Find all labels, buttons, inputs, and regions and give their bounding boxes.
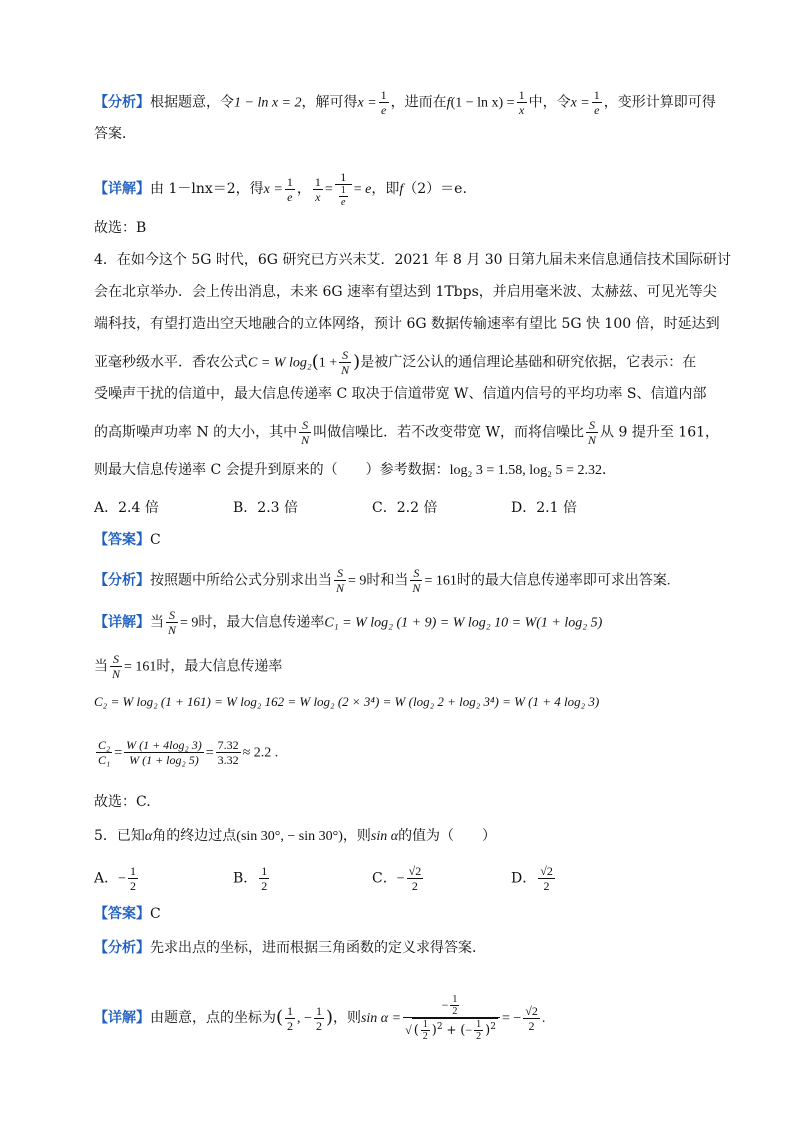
- detail-label-2: 【详解】: [94, 614, 150, 631]
- numerator-half: $\frac{1}{2}$: [452, 994, 458, 1017]
- q3-detail-text-1: 由 1－lnx＝2，得: [150, 181, 264, 197]
- q5-stem-2: 角的终边过点: [152, 828, 237, 844]
- x-eq-2: x =: [570, 95, 590, 111]
- q4-detail-line4: $\frac{\text{C₂}}{\text{C₁}}$ = $\frac{\text{W (1 + 4log₂ 3)}}{\text{W (1 + log₂ 5)}}$ = $\frac{7.32}{3.32}$ ≈ 2.2 .: [98, 738, 279, 767]
- q3-detail-text-2: ，: [296, 181, 311, 197]
- point-y-frac: $\frac{1}{2}$: [315, 1003, 322, 1033]
- fraction-ratio-value: $\frac{7.32}{3.32}$: [217, 738, 239, 767]
- analysis-label: 【分析】: [94, 94, 150, 111]
- point-x-frac: $\frac{1}{2}$: [287, 1003, 294, 1033]
- q3-detail-line: 【详解】由 1－lnx＝2，得x = $\frac{1}{e}$ ， $\frac{1}{x}$ = $\frac{1}{\frac{1}{e}}$ = e，即f（2）＝e.: [94, 170, 467, 208]
- q4-detail-2: = 9时，最大信息传递率: [180, 615, 325, 631]
- q3-analysis-text-1: 根据题意，令: [150, 94, 234, 111]
- q4-stem-6c: 从 9 提升至 161，: [600, 424, 720, 441]
- q4-answer-value: C: [150, 532, 161, 548]
- fraction-1-over-x: $\frac{1}{x}$: [518, 88, 525, 117]
- fraction-s-over-n-2: $\frac{S}{N}$: [301, 418, 310, 447]
- q4-stem-line7: 则最大信息传递率 C 会提升到原来的（ ）参考数据：log₂ 3 = 1.58, log₂ 5 = 2.32．: [94, 462, 616, 478]
- result-sqrt2-over-2: $\frac{√2}{2}$: [525, 1003, 538, 1033]
- q5-option-b: B． $\frac{1}{2}$: [233, 864, 268, 893]
- q5-stem-4: 的值为（ ）: [398, 828, 497, 844]
- q5-option-a: A．− $\frac{1}{2}$: [94, 864, 137, 893]
- q4-stem-line5: 受噪声干扰的信道中，最大信息传递率 C 取决于信道带宽 W、信道内信号的平均功率 S、信道内部: [94, 386, 707, 402]
- analysis-label-3: 【分析】: [94, 940, 150, 956]
- q5-analysis-text: 先求出点的坐标，进而根据三角函数的定义求得答案.: [150, 940, 477, 956]
- q4-stem-6a: 的高斯噪声功率 N 的大小，其中: [94, 424, 298, 441]
- q4-detail-4: 当: [94, 658, 108, 675]
- q3-analysis-text-3: ，进而在: [390, 94, 447, 111]
- q4-analysis: [94, 566, 670, 595]
- q4-option-d: D．2.1 倍: [511, 500, 577, 516]
- q3-choice: 故选：B: [94, 220, 147, 236]
- f-symbol-2: f: [399, 182, 404, 197]
- q5-answer-value: C: [150, 906, 161, 922]
- alpha-symbol: α: [144, 829, 153, 844]
- shannon-inner: 1 +: [318, 355, 338, 371]
- e-value: e: [365, 182, 372, 197]
- q4-detail-line2: [94, 652, 282, 681]
- q3-detail-text-4: （2）＝e.: [403, 181, 467, 197]
- q4-analysis-3: = 161时的最大信息传递率即可求出答案.: [424, 573, 671, 589]
- fraction-1-over-e: $\frac{1}{e}$: [380, 88, 387, 117]
- q4-stem-line6: [94, 418, 719, 447]
- c1-formula: C₁ = W log₂ (1 + 9) = W log₂ 10 = W(1 + log₂ 5): [324, 615, 603, 631]
- q4-choice: 故选：C.: [94, 794, 151, 810]
- den-half-2: $\frac{1}{2}$: [476, 1019, 482, 1042]
- fraction-1-over-e-3: $\frac{1}{e}$: [286, 174, 293, 204]
- fraction-1-over-x-2: $\frac{1}{x}$: [314, 174, 321, 204]
- q3-analysis-expr: 1 − ln x = 2: [234, 95, 302, 111]
- q4-option-a: A．2.4 倍: [94, 500, 159, 516]
- sin-alpha-fraction: − $\frac{1}{2}$ √ ( $\frac{1}{2}$ )$^2$ + (− $\frac{1}{2}$ )$^2$: [403, 994, 500, 1042]
- q4-detail-5: = 161时，最大信息传递率: [124, 659, 283, 675]
- q4-stem-line1: 4．在如今这个 5G 时代，6G 研究已方兴未艾．2021 年 8 月 30 日第九届未来信息通信技术国际研讨: [94, 252, 732, 268]
- answer-label-2: 【答案】: [94, 906, 150, 922]
- x-eq-3: x =: [263, 182, 283, 197]
- fraction-s-over-n-6: $\frac{S}{N}$: [168, 608, 177, 637]
- q4-stem-4a: 亚毫秒级水平．香农公式: [94, 354, 248, 371]
- q4-analysis-2: = 9时和当: [348, 573, 409, 589]
- q4-stem-line4: 亚毫秒级水平．香农公式C = W log₂(1 + $\frac{S}{N}$ )是被广泛公认的通信理论基础和研究依据，它表示：在: [94, 348, 697, 377]
- fraction-ratio-expr: $\frac{\text{W (1 + 4log₂ 3)}}{\text{W (1 + log₂ 5)}}$: [126, 738, 202, 767]
- fraction-1-over-e-2: $\frac{1}{e}$: [593, 88, 600, 117]
- q5-option-d: D． $\frac{√2}{2}$: [511, 864, 553, 893]
- q5-detail-2: ，则: [332, 1010, 361, 1026]
- q5-option-c-frac: $\frac{√2}{2}$: [408, 864, 422, 893]
- approx-result: ≈ 2.2 .: [242, 745, 279, 761]
- fraction-s-over-n-7: $\frac{S}{N}$: [112, 652, 121, 681]
- q3-analysis-text-4: 中，令: [528, 94, 571, 111]
- q5-answer: [94, 904, 161, 924]
- q4-stem-line2: 会在北京举办．会上传出消息，未来 6G 速率有望达到 1Tbps，并启用毫米波、太赫兹、可见光等尖: [94, 284, 717, 300]
- q5-detail-1: 由题意，点的坐标为: [150, 1010, 276, 1026]
- equals-sign: =: [114, 745, 123, 761]
- detail-label-3: 【详解】: [94, 1010, 150, 1026]
- q5-stem-1: 5．已知: [94, 828, 145, 844]
- q3-analysis-text-2: ，解可得: [301, 94, 358, 111]
- q3-analysis-text-5: ，变形计算即可得: [603, 94, 716, 111]
- q4-stem-line3: 端科技，有望打造出空天地融合的立体网络，预计 6G 数据传输速率有望比 5G 快 100 倍，时延达到: [94, 316, 720, 332]
- q4-option-c: C．2.2 倍: [372, 500, 438, 516]
- fraction-s-over-n-4: $\frac{S}{N}$: [336, 566, 345, 595]
- fraction-c2-over-c1: $\frac{\text{C₂}}{\text{C₁}}$: [98, 738, 111, 767]
- q5-detail: 【详解】由题意，点的坐标为( $\frac{1}{2}$ , − $\frac{1}{2}$ )，则sin α = − $\frac{1}{2}$ √ ( $\frac{1}{2}$ )$^2$ + (− $\frac{1}{2}$ )$^2$ = − $\frac{√2}{2}$ .: [94, 994, 546, 1042]
- f-symbol: f: [446, 95, 451, 111]
- sin-alpha-eq: sin α =: [360, 1011, 402, 1026]
- shannon-formula: C = W log₂: [248, 355, 312, 371]
- q4-stem-4b: 是被广泛公认的通信理论基础和研究依据，它表示：在: [360, 354, 697, 371]
- q5-option-a-frac: $\frac{1}{2}$: [130, 864, 137, 893]
- den-half-1: $\frac{1}{2}$: [422, 1019, 428, 1042]
- inner-fraction: $\frac{1}{e}$: [340, 185, 346, 208]
- compound-fraction: $\frac{1}{\frac{1}{e}}$: [335, 170, 352, 208]
- q4-analysis-1: 按照题中所给公式分别求出当: [150, 572, 332, 589]
- q4-detail-line1: [94, 608, 602, 637]
- sin-alpha: sin α: [370, 829, 399, 844]
- q5-analysis: [94, 938, 476, 958]
- x-eq: x =: [357, 95, 377, 111]
- q4-answer: [94, 530, 161, 550]
- q5-option-d-frac: $\frac{√2}{2}$: [540, 864, 553, 893]
- q3-analysis-line2: 答案．: [94, 126, 136, 142]
- analysis-label-2: 【分析】: [94, 572, 150, 589]
- q5-stem: [94, 826, 496, 847]
- q4-detail-1: 当: [150, 614, 164, 631]
- q4-stem-6b: 叫做信噪比．若不改变带宽 W，而将信噪比: [313, 424, 585, 441]
- c2-formula: C₂ = W log₂ (1 + 161) = W log₂ 162 = W log₂ (2 × 3⁴) = W (log₂ 2 + log₂ 3⁴) = W (1 + 4 log₂ 3): [94, 694, 600, 709]
- detail-label: 【详解】: [94, 181, 150, 197]
- q4-detail-line3: [94, 692, 599, 713]
- fraction-s-over-n-3: $\frac{S}{N}$: [588, 418, 597, 447]
- q5-option-c: C．− $\frac{√2}{2}$: [372, 864, 422, 893]
- q3-detail-text-3: ，即: [371, 181, 400, 197]
- q5-option-b-frac: $\frac{1}{2}$: [261, 864, 268, 893]
- q5-stem-3: ，则: [342, 828, 371, 844]
- q4-stem-7a: 则最大信息传递率 C 会提升到原来的（ ）参考数据：: [94, 462, 450, 478]
- reference-data: log₂ 3 = 1.58, log₂ 5 = 2.32: [449, 463, 602, 478]
- fraction-s-over-n: $\frac{S}{N}$: [341, 348, 350, 377]
- q3-analysis-line1: [94, 88, 716, 117]
- fraction-s-over-n-5: $\frac{S}{N}$: [412, 566, 421, 595]
- answer-label: 【答案】: [94, 532, 150, 548]
- q5-point: (sin 30°, − sin 30°): [236, 829, 343, 844]
- q5-detail-3: = −: [501, 1011, 522, 1026]
- f-argument: (1 − ln x) =: [450, 95, 515, 111]
- q4-option-b: B．2.3 倍: [233, 500, 299, 516]
